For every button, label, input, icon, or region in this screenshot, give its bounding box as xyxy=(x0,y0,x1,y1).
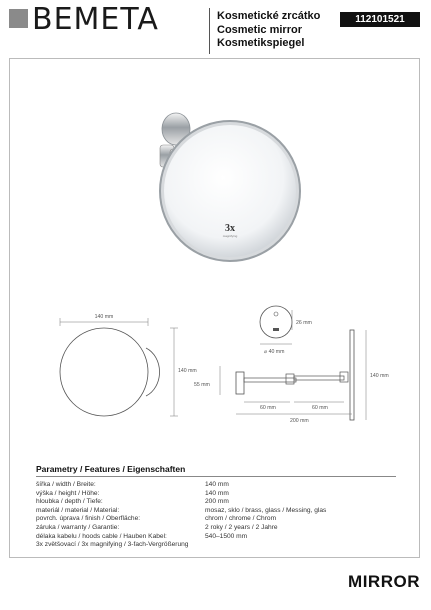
dim-side-height: 140 mm xyxy=(370,373,389,379)
param-key: šířka / width / Breite: xyxy=(36,481,96,488)
param-value: 200 mm xyxy=(205,498,229,506)
param-key: hloubka / depth / Tiefe: xyxy=(36,498,103,506)
product-code-badge: 112101521 xyxy=(340,12,420,27)
param-key: záruka / warranty / Garantie: xyxy=(36,524,120,531)
brand-logo: BEMETA xyxy=(32,2,159,37)
logo-square xyxy=(9,9,28,28)
param-value: 140 mm xyxy=(205,481,229,488)
param-key: délaka kabelu / hoods cable / Hauben Kabel: xyxy=(36,532,167,540)
magnify-badge-sub: magnifying xyxy=(222,234,238,238)
side-plate xyxy=(236,372,244,394)
footer-category-title: MIRROR xyxy=(348,572,420,591)
param-value: mosaz, sklo / brass, glass / Messing, glas xyxy=(205,506,327,514)
params-heading: Parametry / Features / Eigenschaften xyxy=(36,464,186,474)
title-de: Kosmetikspiegel xyxy=(217,37,305,49)
dim-front-height: 140 mm xyxy=(178,368,197,374)
dim-front-width: 140 mm xyxy=(94,314,114,320)
param-key: výška / height / Höhe: xyxy=(36,489,100,497)
header-divider xyxy=(209,8,210,54)
product-photo xyxy=(140,95,310,275)
dim-plate-offset: 26 mm xyxy=(296,320,312,326)
param-value: 2 roky / 2 years / 2 Jahre xyxy=(205,524,278,531)
param-value: 140 mm xyxy=(205,489,229,497)
plate-detail-outline xyxy=(260,306,292,338)
param-value: 540–1500 mm xyxy=(205,532,248,540)
front-mirror-outline xyxy=(60,328,148,416)
param-value: chrom / chrome / Chrom xyxy=(205,515,277,523)
params-rule xyxy=(36,476,396,477)
technical-drawing xyxy=(40,300,400,425)
param-key: 3x zvětšovací / 3x magnifying / 3-fach-Vergrößerung xyxy=(36,541,189,549)
dim-total-depth: 200 mm xyxy=(290,418,309,424)
side-mirror xyxy=(350,330,354,420)
product-titles xyxy=(217,10,320,51)
magnify-badge: 3x xyxy=(225,223,235,234)
dim-arm-height: 55 mm xyxy=(194,382,210,388)
param-key: povrch. úprava / finish / Oberfläche: xyxy=(36,515,141,523)
param-key: materiál / material / Material: xyxy=(36,506,120,514)
dim-arm-seg2: 60 mm xyxy=(312,405,328,411)
side-arm-2 xyxy=(294,376,344,380)
dim-arm-seg1: 60 mm xyxy=(260,405,276,411)
title-en: Cosmetic mirror xyxy=(217,23,302,36)
title-cz: Kosmetické zrcátko xyxy=(217,10,321,22)
side-arm-1 xyxy=(244,378,296,382)
dim-plate-diameter: ⌀ 40 mm xyxy=(264,349,285,355)
